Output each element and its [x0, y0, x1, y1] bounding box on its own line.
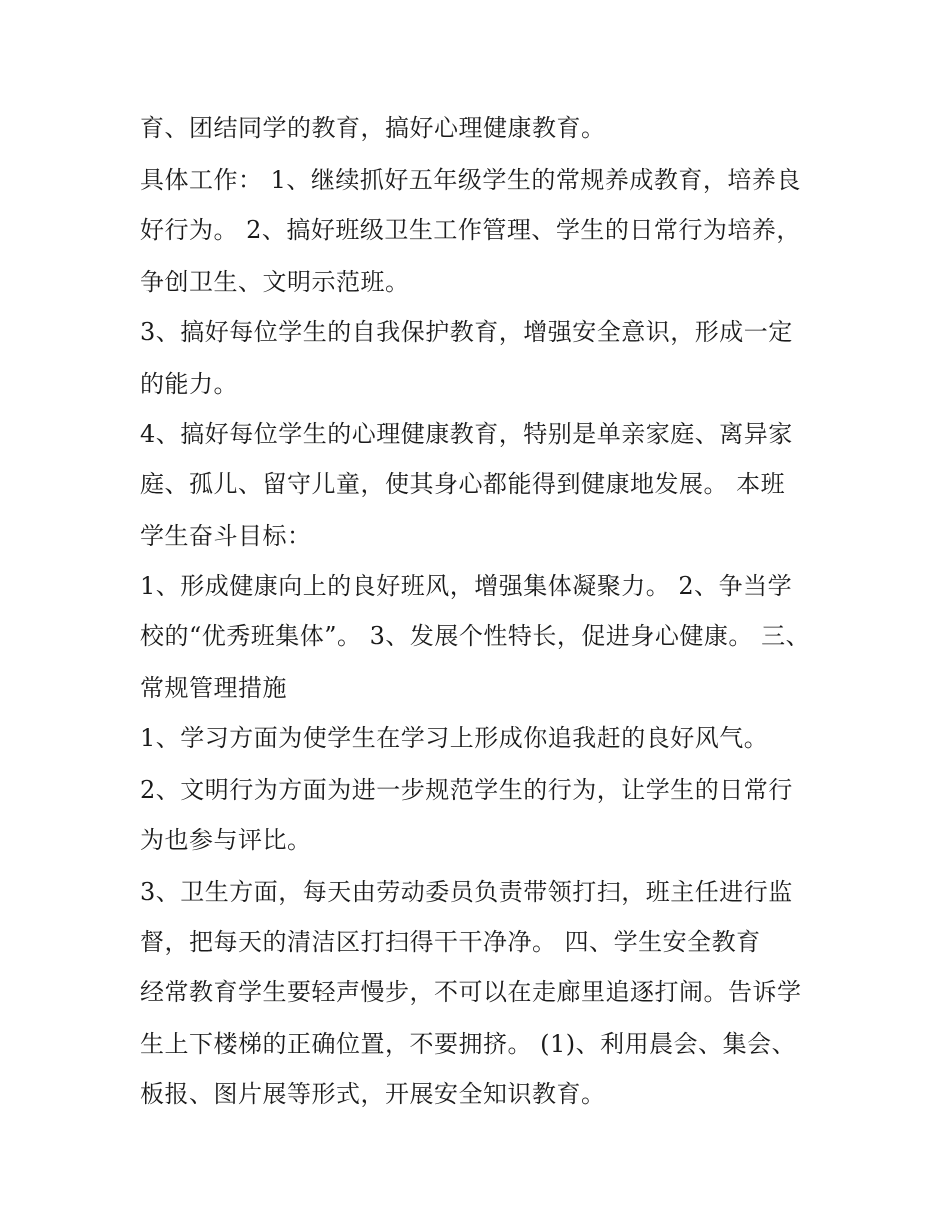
text-line: 为也参与评比。	[140, 826, 312, 854]
text-line: 好行为。 2、搞好班级卫生工作管理、学生的日常行为培养，	[140, 216, 801, 244]
text-line: 1、形成健康向上的良好班风，增强集体凝聚力。 2、争当学	[140, 572, 793, 600]
text-line: 学生奋斗目标：	[140, 522, 312, 550]
text-line: 3、卫生方面，每天由劳动委员负责带领打扫，班主任进行监	[140, 878, 793, 906]
text-line: 的能力。	[140, 370, 238, 398]
text-line: 具体工作： 1、继续抓好五年级学生的常规养成教育，培养良	[140, 166, 801, 194]
text-line: 育、团结同学的教育，搞好心理健康教育。	[140, 114, 606, 142]
text-line: 生上下楼梯的正确位置，不要拥挤。 (1)、利用晨会、集会、	[140, 1030, 797, 1058]
text-line: 3、搞好每位学生的自我保护教育，增强安全意识，形成一定	[140, 318, 793, 346]
text-line: 督，把每天的清洁区打扫得干干净净。 四、学生安全教育	[140, 928, 761, 956]
text-line: 常规管理措施	[140, 674, 287, 702]
text-line: 争创卫生、文明示范班。	[140, 268, 410, 296]
text-line: 2、文明行为方面为进一步规范学生的行为，让学生的日常行	[140, 776, 793, 804]
text-line: 板报、图片展等形式，开展安全知识教育。	[140, 1080, 606, 1108]
text-line: 经常教育学生要轻声慢步，不可以在走廊里追逐打闹。告诉学	[140, 978, 802, 1006]
text-line: 1、学习方面为使学生在学习上形成你追我赶的良好风气。	[140, 724, 769, 752]
text-line: 校的“优秀班集体”。 3、发展个性特长，促进身心健康。 三、	[140, 622, 811, 650]
text-line: 4、搞好每位学生的心理健康教育，特别是单亲家庭、离异家	[140, 420, 793, 448]
text-line: 庭、孤儿、留守儿童，使其身心都能得到健康地发展。 本班	[140, 470, 786, 498]
